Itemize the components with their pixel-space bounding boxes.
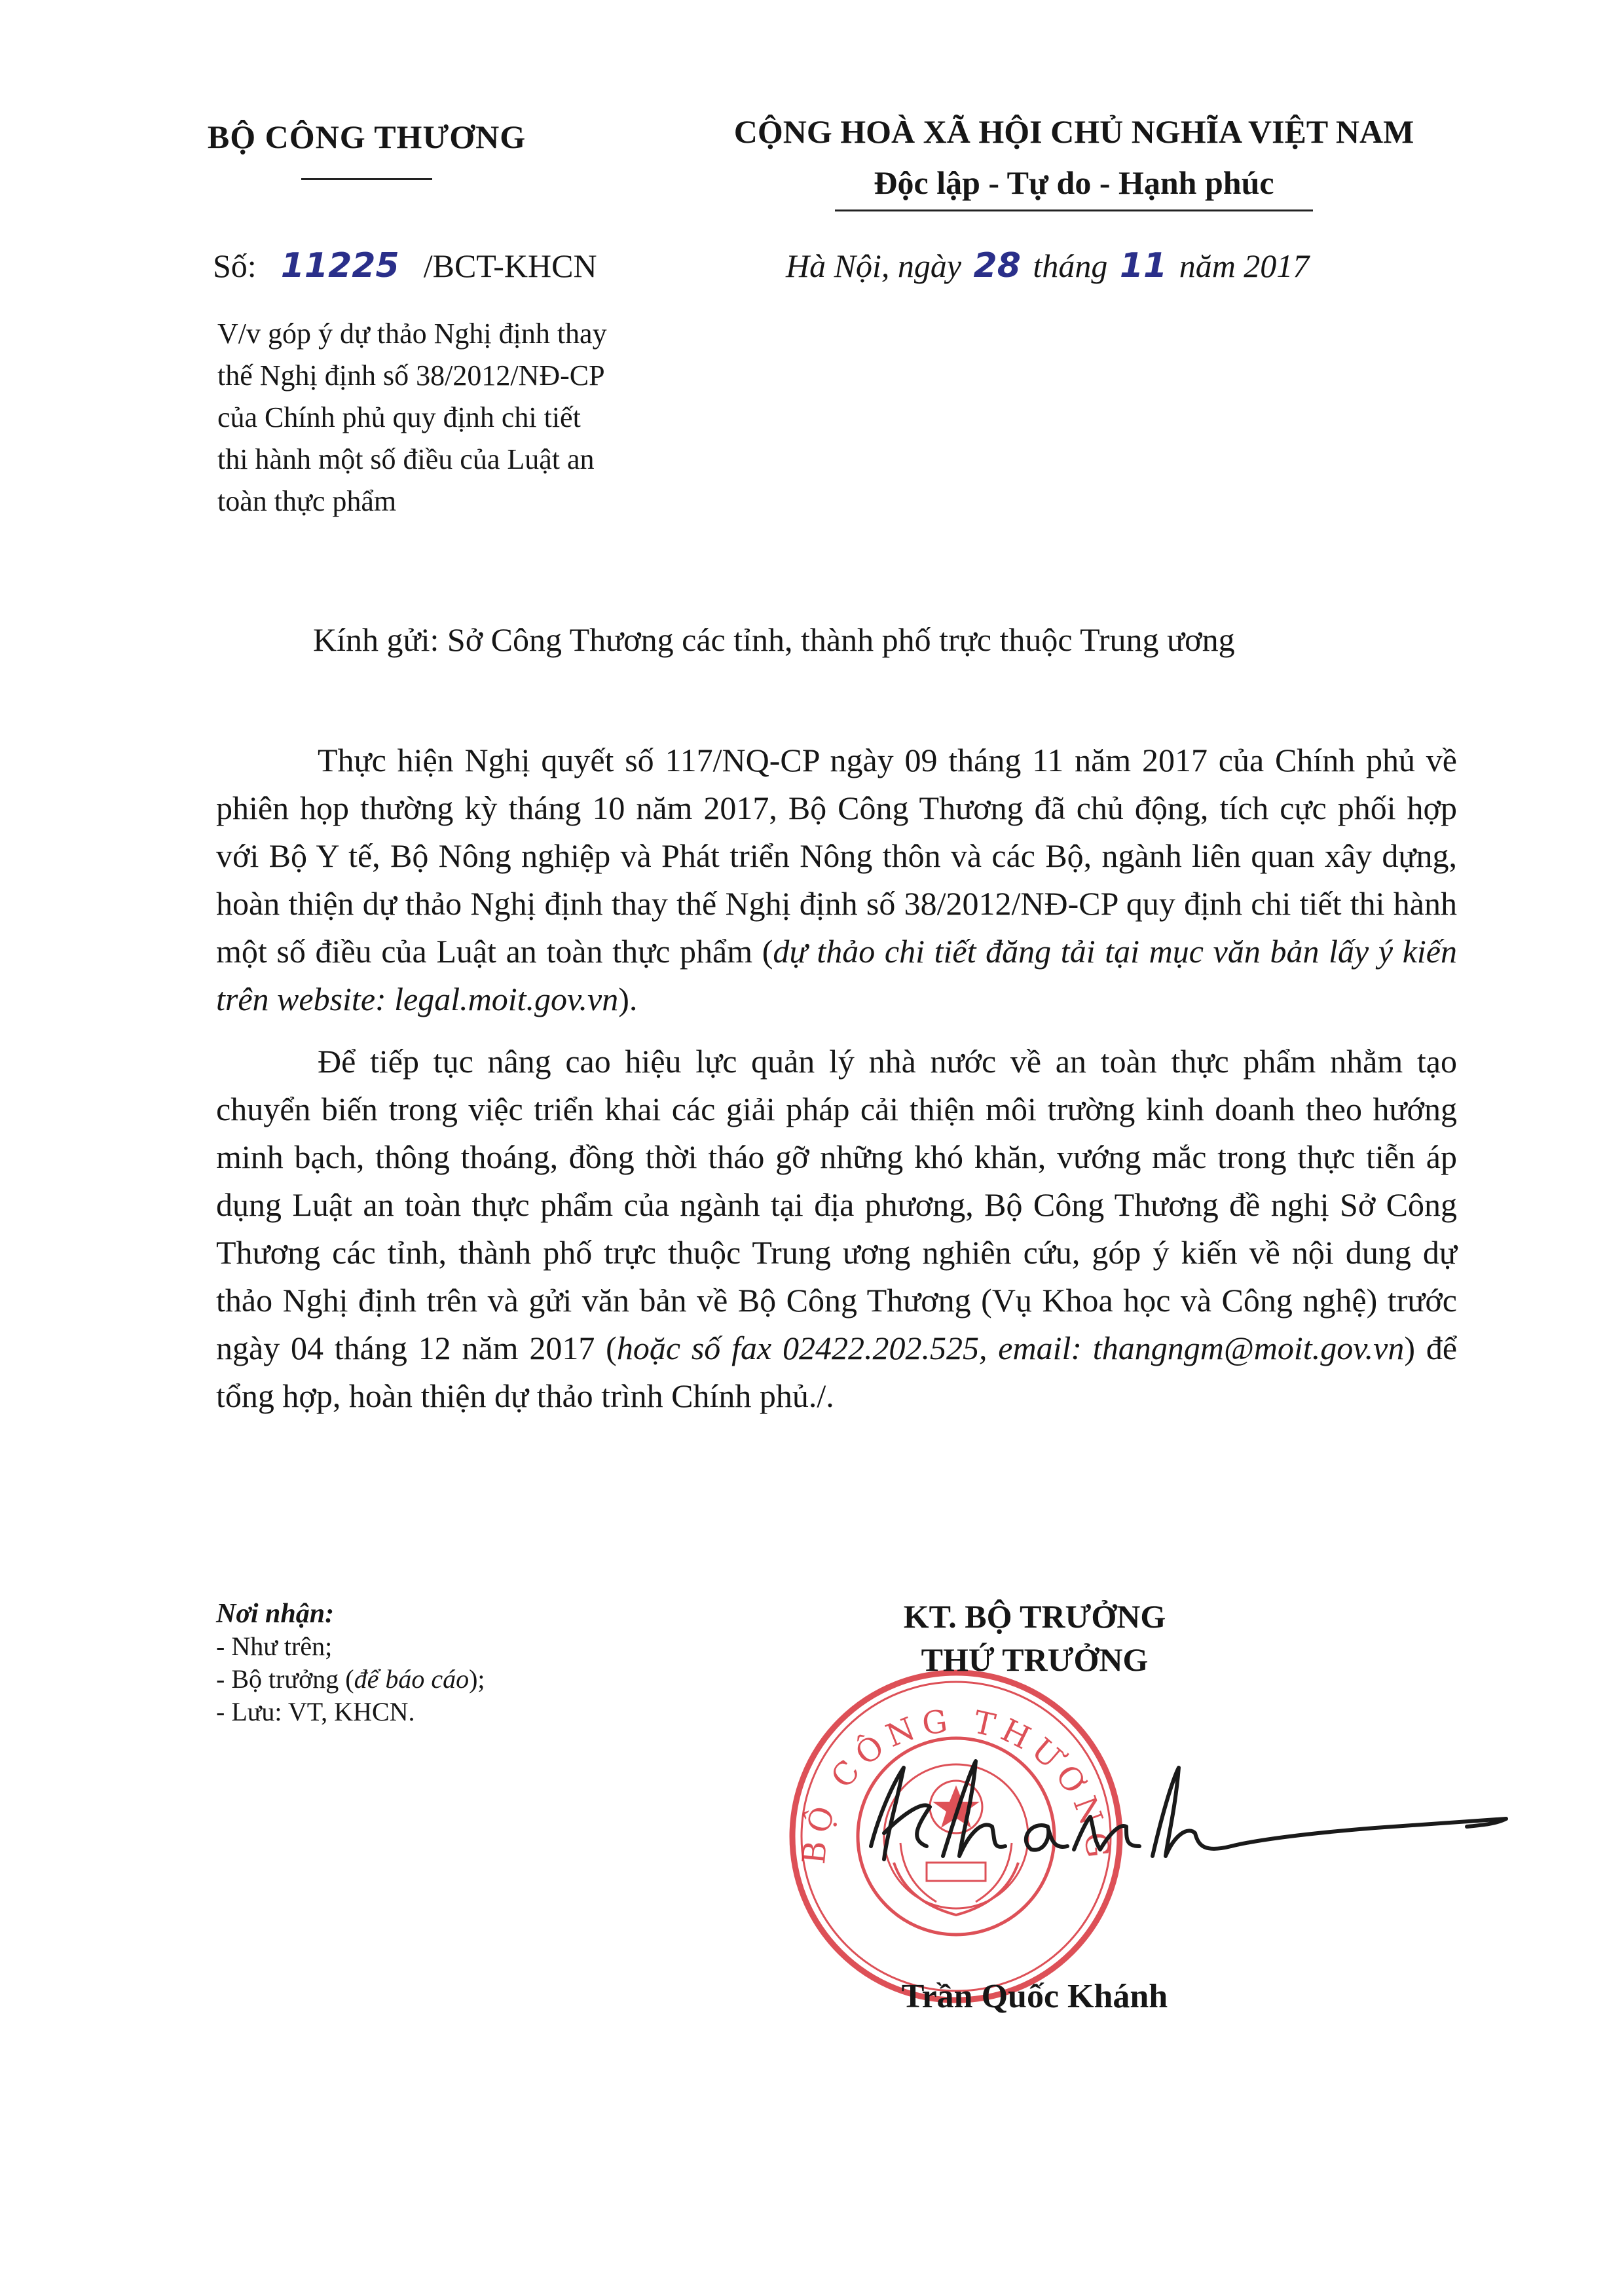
doc-number-suffix: /BCT-KHCN bbox=[423, 247, 597, 284]
subject-line: thi hành một số điều của Luật an bbox=[217, 443, 595, 475]
p1-text: Thực hiện Nghị quyết số 117/NQ-CP ngày 09 tháng 11 năm 2017 của Chính phủ về phiên họp thường kỳ tháng 10 năm 2017, Bộ Công Thương đã chủ động, tích cực phối hợp với Bộ Y tế, Bộ Nông nghiệp và Phát triển Nông thôn và các Bộ, ngành liên quan xây dựng, hoàn thiện dự thảo Nghị định thay thế Nghị định số 38/2012/NĐ-CP quy định chi tiết thi hành một số điều của Luật an toàn thực phẩm ( bbox=[216, 742, 1457, 970]
distribution-list bbox=[216, 1597, 485, 1728]
p2-italic: hoặc số fax 02422.202.525, email: thangngm@moit.gov.vn bbox=[616, 1330, 1405, 1366]
signer-name: Trần Quốc Khánh bbox=[901, 1978, 1168, 2015]
body-paragraph-2 bbox=[216, 1038, 1457, 1420]
p1-italic: dự thảo chi tiết đăng tải tại mục văn bản lấy ý kiến trên website: legal.moit.gov.vn bbox=[216, 933, 1457, 1017]
seal-text: BỘ CÔNG THƯƠNG bbox=[795, 1702, 1117, 1866]
motto-underline bbox=[835, 210, 1313, 211]
subject-line: V/v góp ý dự thảo Nghị định thay bbox=[217, 318, 607, 350]
date-year: năm 2017 bbox=[1179, 247, 1310, 284]
signer-title-1: KT. BỘ TRƯỞNG bbox=[903, 1598, 1166, 1635]
document-number bbox=[213, 246, 597, 285]
p2-end: ) để tổng hợp, hoàn thiện dự thảo trình Chính phủ./. bbox=[216, 1330, 1458, 1414]
document-date bbox=[786, 246, 1309, 285]
distribution-item: - Như trên; bbox=[216, 1631, 333, 1661]
subject-line: của Chính phủ quy định chi tiết bbox=[217, 401, 581, 433]
doc-number-handwritten: 11225 bbox=[280, 246, 399, 285]
distribution-item: - Lưu: VT, KHCN. bbox=[216, 1697, 415, 1726]
nation-title: CỘNG HOÀ XÃ HỘI CHỦ NGHĨA VIỆT NAM bbox=[733, 113, 1414, 150]
doc-number-prefix: Số: bbox=[213, 247, 257, 284]
agency-header bbox=[196, 118, 537, 180]
letter-body bbox=[216, 737, 1457, 1434]
subject-line: thế Nghị định số 38/2012/NĐ-CP bbox=[217, 359, 605, 392]
date-prefix: Hà Nội, ngày bbox=[786, 247, 962, 284]
item2-pre: - Bộ trưởng ( bbox=[216, 1664, 354, 1694]
item2-post: ); bbox=[469, 1664, 485, 1694]
recipient-line: Kính gửi: Sở Công Thương các tỉnh, thành phố trực thuộc Trung ương bbox=[313, 621, 1235, 658]
subject-line: toàn thực phẩm bbox=[217, 485, 397, 517]
date-month-label: tháng bbox=[1033, 247, 1108, 284]
distribution-item bbox=[216, 1663, 485, 1696]
subject-summary bbox=[217, 313, 676, 522]
agency-name: BỘ CÔNG THƯƠNG bbox=[207, 118, 526, 155]
signer-title-2: THỨ TRƯỞNG bbox=[921, 1641, 1149, 1678]
agency-underline bbox=[301, 178, 432, 180]
distribution-title: Nơi nhận: bbox=[216, 1599, 335, 1629]
date-day: 28 bbox=[973, 246, 1021, 285]
national-header bbox=[688, 113, 1460, 211]
handwritten-signature bbox=[851, 1741, 1519, 1886]
motto: Độc lập - Tự do - Hạnh phúc bbox=[874, 164, 1274, 201]
p1-end: ). bbox=[618, 981, 638, 1017]
date-month: 11 bbox=[1119, 246, 1168, 285]
item2-italic: để báo cáo bbox=[354, 1664, 470, 1694]
p2-text: Để tiếp tục nâng cao hiệu lực quản lý nhà nước về an toàn thực phẩm nhằm tạo chuyển biến trong việc triển khai các giải pháp cải thiện môi trường kinh doanh theo hướng minh bạch, thông thoáng, đồng thời tháo gỡ những khó khăn, vướng mắc trong thực tiễn áp dụng Luật an toàn thực phẩm của ngành tại địa phương, Bộ Công Thương đề nghị Sở Công Thương các tỉnh, thành phố trực thuộc Trung ương nghiên cứu, góp ý kiến về nội dung dự thảo Nghị định trên và gửi văn bản về Bộ Công Thương (Vụ Khoa học và Công nghệ) trước ngày 04 tháng 12 năm 2017 ( bbox=[216, 1043, 1457, 1366]
body-paragraph-1 bbox=[216, 737, 1457, 1023]
signature-titles bbox=[812, 1597, 1257, 1679]
